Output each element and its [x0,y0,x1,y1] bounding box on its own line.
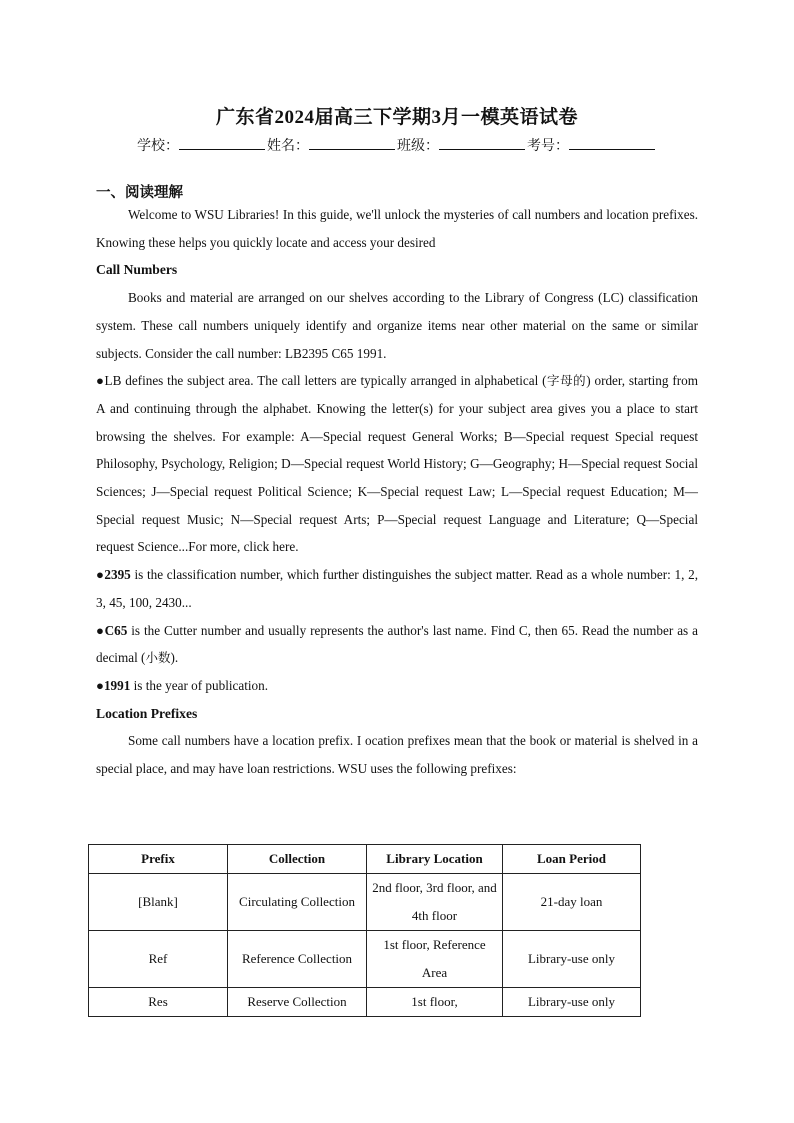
location-prefixes-heading: Location Prefixes [96,705,198,721]
c65-text: is the Cutter number and usually represents the author's last name. Find C, then 65. Read the number as a decimal ( [96,622,698,666]
table-header-collection: Collection [228,845,367,874]
y1991-bold: ●1991 [96,677,131,693]
table-cell: Res [89,988,228,1017]
y1991-paragraph [96,672,698,700]
n2395-paragraph [96,561,698,616]
c65-paragraph [96,617,698,672]
table-cell: Reserve Collection [228,988,367,1017]
table-cell: Reference Collection [228,931,367,988]
call-numbers-heading: Call Numbers [96,262,178,278]
table-cell: [Blank] [89,874,228,931]
table-cell: Library-use only [503,988,641,1017]
name-blank[interactable] [309,137,395,150]
table-row [89,988,641,1017]
c65-text-end: ). [170,650,179,666]
table-header-prefix: Prefix [89,845,228,874]
page-title: 广东省2024届高三下学期3月一模英语试卷 [215,107,578,128]
lb-paragraph [96,367,698,561]
class-label: 班级： [397,138,439,154]
lb-cjk-gloss: 字母的 [546,373,587,389]
lb-text-1: ●LB defines the subject area. The call letters are typically arranged in alphabetical ( [96,373,547,389]
student-info-line [0,135,794,155]
school-label: 学校： [137,138,179,154]
lb-text-2: ) order, starting from A and continuing through the alphabet. Knowing the letter(s) for your subject area gives you a place to start browsing the shelves. For example: A—Special request General Works; B—Special request Special request Philosophy, Psychology, Religion; D—Special request World History; G—Geography; H—Special request Social Sciences; J—Special request Political Science; K—Special request Law; L—Special request Education; M—Special request Music; N—Special request Arts; P—Special request Language and Literature; Q—Special request Science...For more, click here. [96,373,698,555]
table-header-loan: Loan Period [503,845,641,874]
n2395-bold: ●2395 [96,567,131,583]
location-prefixes-paragraph: Some call numbers have a location prefix. I ocation prefixes mean that the book or material is shelved in a special place, and may have loan restrictions. WSU uses the following prefixes: [96,733,698,777]
reading-passage [96,201,698,783]
table-header-location: Library Location [367,845,503,874]
table-row [89,874,641,931]
table-cell: Library-use only [503,931,641,988]
table-cell: 2nd floor, 3rd floor, and 4th floor [367,874,503,931]
c65-bold: ●C65 [96,622,128,638]
c65-cjk-gloss: 小数 [145,650,171,666]
table-cell: 1st floor, Reference Area [367,931,503,988]
table-row [89,931,641,988]
y1991-text: is the year of publication. [130,677,269,693]
class-blank[interactable] [439,137,525,150]
section-heading: 一、阅读理解 [96,185,183,201]
number-blank[interactable] [569,137,655,150]
table-cell: Circulating Collection [228,874,367,931]
n2395-text: is the classification number, which further distinguishes the subject matter. Read as a whole number: 1, 2, 3, 45, 100, 2430... [96,567,699,610]
table-cell: 21-day loan [503,874,641,931]
school-blank[interactable] [179,137,265,150]
table-header-row [89,845,641,874]
name-label: 姓名： [267,138,309,154]
number-label: 考号： [527,138,569,154]
location-prefix-table [88,844,641,1017]
table-cell: Ref [89,931,228,988]
table-cell: 1st floor, [367,988,503,1017]
call-numbers-paragraph: Books and material are arranged on our shelves according to the Library of Congress (LC) classification system. These call numbers uniquely identify and organize items near other material on the same or similar subjects. Consider the call number: LB2395 C65 1991. [96,290,698,361]
intro-paragraph: Welcome to WSU Libraries! In this guide, we'll unlock the mysteries of call numbers and location prefixes. Knowing these helps you quickly locate and access your desired [96,207,698,250]
